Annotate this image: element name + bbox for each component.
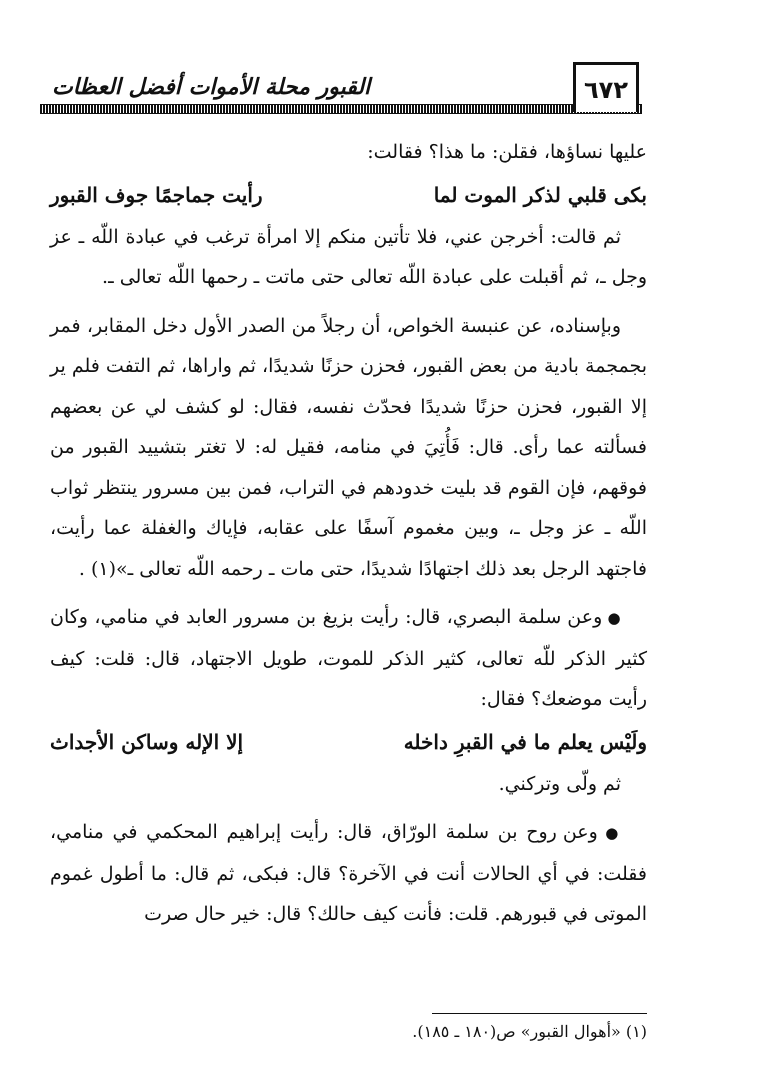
footnote-divider: [432, 1013, 647, 1014]
paragraph-3: ● وعن سلمة البصري، قال: رأيت بزيغ بن مسرور العابد في منامي، وكان كثير الذكر للّه تعالى، كثير الذكر للموت، طويل الاجتهاد، قال: قلت: كيف رأيت موضعك؟ فقال:: [50, 597, 647, 720]
footnote: (١) «أهوال القبور» ص(١٨٠ ـ ١٨٥).: [412, 1022, 647, 1041]
verse-1-second-hemistich: رأيت جماجمًا جوف القبور: [50, 182, 263, 207]
verse-1: [50, 173, 647, 217]
paragraph-2: وبإسناده، عن عنبسة الخواص، أن رجلاً من الصدر الأول دخل المقابر، فمر بجمجمة بادية من بعض القبور، فحزن حزنًا شديدًا، ثم واراها، ثم التفت فلم ير إلا القبور، فحزن حزنًا شديدًا فحدّث نفسه، فقال: لو كشف لي عن بعضهم فسألته عما رأى. قال: فَأُتِيَ في منامه، فقيل له: لا تغتر بتشييد القبور من فوقهم، فإن القوم قد بليت خدودهم في التراب، فمن بين مسرور ينتظر ثواب اللّه ـ عز وجل ـ، وبين مغموم آسفًا على عقابه، فإياك والغفلة عما رأيت، فاجتهد الرجل بعد ذلك اجتهادًا شديدًا، حتى مات ـ رحمه اللّه تعالى ـ»(١) .: [50, 314, 647, 580]
paragraph-1: ثم قالت: أخرجن عني، فلا تأتين منكم إلا امرأة ترغب في عبادة اللّه ـ عز وجل ـ، ثم أقبلت على عبادة اللّه تعالى حتى ماتت ـ رحمها اللّه تعالى ـ.: [50, 225, 647, 288]
page-number: ٦٧٢: [573, 62, 639, 112]
verse-2-second-hemistich: إلا الإله وساكن الأجداث: [50, 729, 244, 754]
line-after-verse-2: ثم ولّى وتركني.: [498, 772, 621, 795]
verse-2: [50, 720, 647, 764]
verse-2-first-hemistich: ولَيْس يعلم ما في القبرِ داخله: [403, 729, 647, 754]
page-body: [50, 132, 647, 935]
header-rule: [40, 104, 642, 114]
header-title: القبور محلة الأموات أفضل العظات: [52, 75, 371, 100]
paragraph-4: ● وعن روح بن سلمة الورّاق، قال: رأيت إبراهيم المحكمي في منامي، فقلت: في أي الحالات أنت في الآخرة؟ قال: فبكى، ثم قال: ما أطول غموم الموتى في قبورهم. قلت: فأنت كيف حالك؟ قال: خير حال صرت: [50, 812, 647, 935]
intro-line: عليها نساؤها، فقلن: ما هذا؟ فقالت:: [367, 141, 647, 163]
verse-1-first-hemistich: بكى قلبي لذكر الموت لما: [433, 182, 647, 207]
running-header: [40, 70, 642, 116]
